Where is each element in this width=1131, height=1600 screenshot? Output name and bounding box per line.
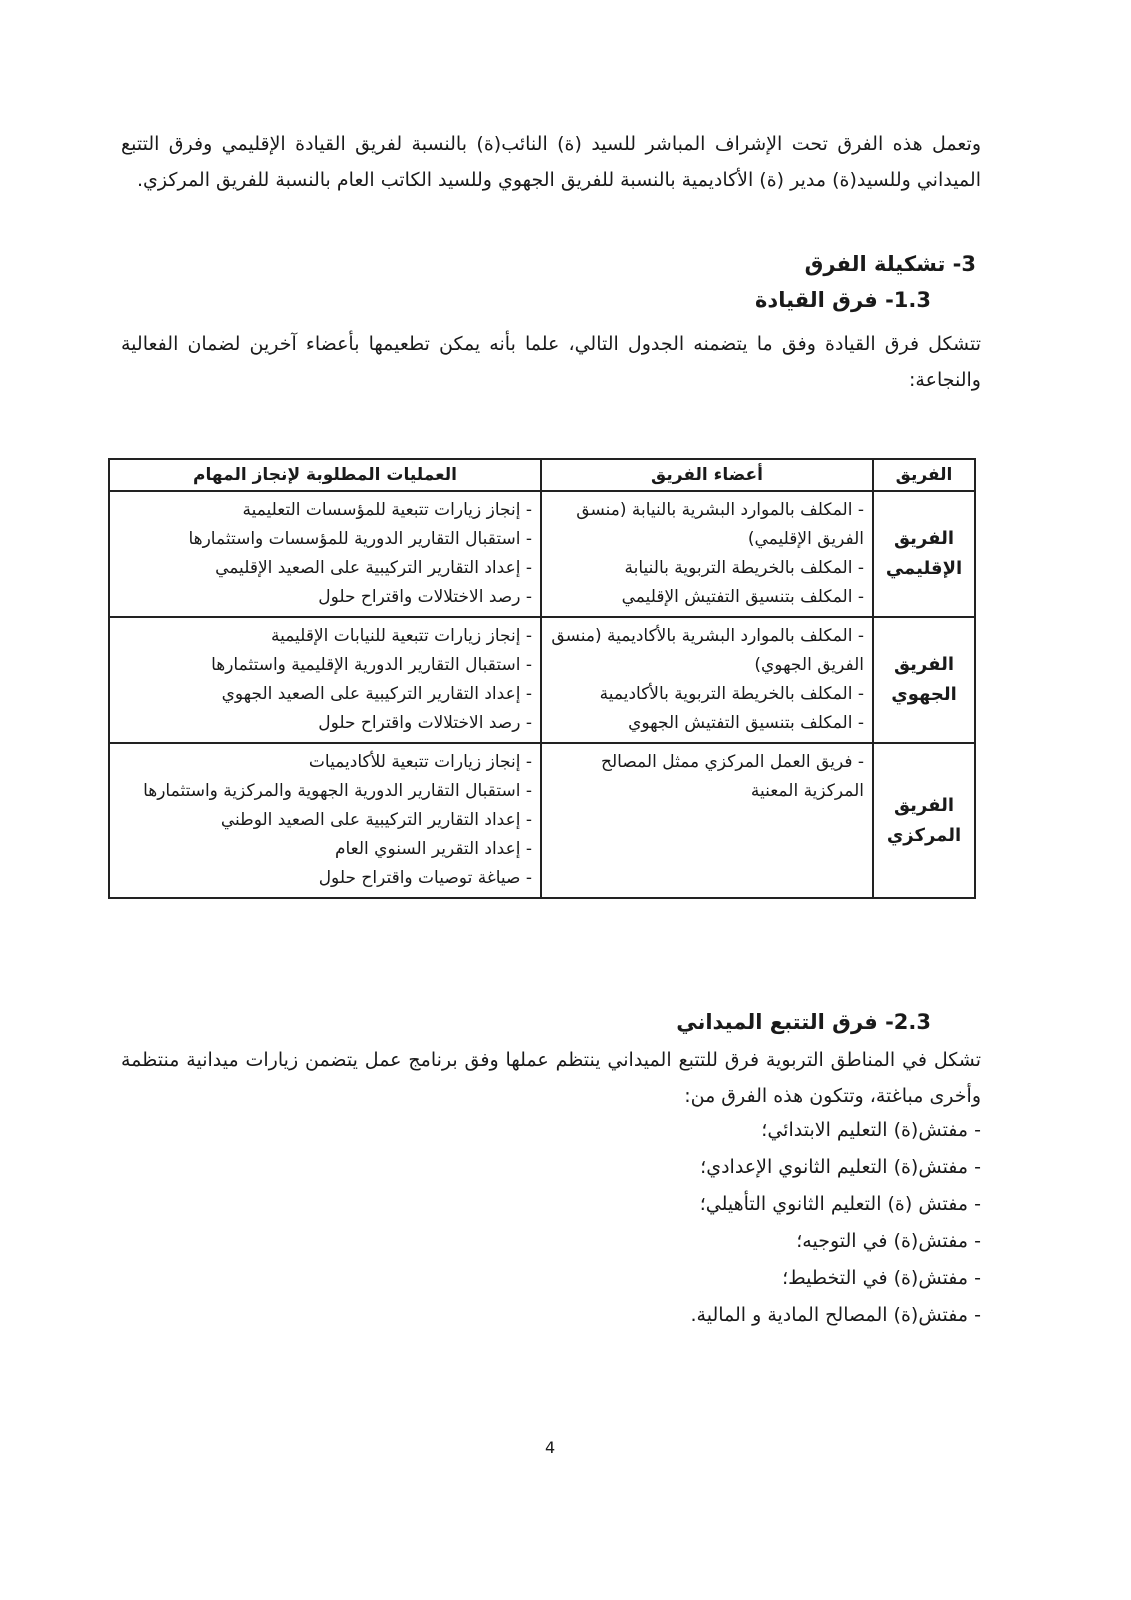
team-name-cell: الفريق المركزي	[873, 743, 975, 898]
section-3-heading: 3- تشكيلة الفرق	[804, 252, 976, 276]
member-item: - المكلف بالموارد البشرية بالأكاديمية (منسق الفريق الجهوي)	[551, 626, 864, 675]
subsection-2-3-heading: 2.3- فرق التتبع الميداني	[676, 1010, 931, 1034]
table-row	[109, 491, 975, 617]
header-team: الفريق	[873, 459, 975, 491]
member-item: - المكلف بالخريطة التربوية بالأكاديمية	[599, 684, 864, 704]
page-number: 4	[545, 1438, 556, 1457]
operation-item: - إعداد التقارير التركيبية على الصعيد الإقليمي	[215, 558, 532, 578]
list-item: - مفتش (ة) التعليم الثانوي التأهيلي؛	[690, 1186, 981, 1223]
list-item: - مفتش(ة) في التخطيط؛	[690, 1260, 981, 1297]
list-item: - مفتش(ة) التعليم الثانوي الإعدادي؛	[690, 1149, 981, 1186]
operation-item: - رصد الاختلالات واقتراح حلول	[318, 587, 532, 607]
member-item: - المكلف بتنسيق التفتيش الإقليمي	[621, 587, 864, 607]
table-header-row	[109, 459, 975, 491]
header-operations: العمليات المطلوبة لإنجاز المهام	[109, 459, 541, 491]
operation-item: - إعداد التقارير التركيبية على الصعيد الجهوي	[221, 684, 532, 704]
operation-item: - إنجاز زيارات تتبعية للمؤسسات التعليمية	[242, 500, 532, 520]
list-item: - مفتش(ة) في التوجيه؛	[690, 1223, 981, 1260]
subsection-1-3-heading: 1.3- فرق القيادة	[755, 288, 931, 312]
operation-item: - إنجاز زيارات تتبعية للأكاديميات	[308, 752, 532, 772]
subsection-1-3-text: تتشكل فرق القيادة وفق ما يتضمنه الجدول التالي، علما بأنه يمكن تطعيمها بأعضاء آخرين لضمان الفعالية والنجاعة:	[121, 333, 981, 391]
header-members: أعضاء الفريق	[541, 459, 873, 491]
operation-item: - استقبال التقارير الدورية للمؤسسات واستثمارها	[188, 529, 532, 549]
table-row	[109, 743, 975, 898]
subsection-2-3-text: تشكل في المناطق التربوية فرق للتتبع الميداني ينتظم عملها وفق برنامج عمل يتضمن زيارات ميدانية منتظمة وأخرى مباغتة، وتتكون هذه الفرق من:	[121, 1049, 981, 1107]
team-name-cell: الفريق الإقليمي	[873, 491, 975, 617]
member-item: - المكلف بالموارد البشرية بالنيابة (منسق الفريق الإقليمي)	[576, 500, 864, 549]
members-cell	[541, 743, 873, 898]
list-item: - مفتش(ة) المصالح المادية و المالية.	[690, 1297, 981, 1334]
operations-cell	[109, 743, 541, 898]
member-item: - فريق العمل المركزي ممثل المصالح المركزية المعنية	[600, 752, 864, 801]
operation-item: - صياغة توصيات واقتراح حلول	[318, 868, 532, 888]
operation-item: - إعداد التقارير التركيبية على الصعيد الوطني	[220, 810, 532, 830]
intro-paragraph: وتعمل هذه الفرق تحت الإشراف المباشر للسيد (ة) النائب(ة) بالنسبة لفريق القيادة الإقليمي وفرق التتبع الميداني وللسيد(ة) مدير (ة) الأكاديمية بالنسبة للفريق الجهوي وللسيد الكاتب العام بالنسبة للفريق المركزي.	[121, 133, 981, 191]
operation-item: - استقبال التقارير الدورية الجهوية والمركزية واستثمارها	[143, 781, 532, 801]
operation-item: - إنجاز زيارات تتبعية للنيابات الإقليمية	[270, 626, 532, 646]
operation-item: - استقبال التقارير الدورية الإقليمية واستثمارها	[211, 655, 532, 675]
operations-cell	[109, 491, 541, 617]
members-cell	[541, 617, 873, 743]
teams-table	[108, 458, 976, 899]
team-name-cell: الفريق الجهوي	[873, 617, 975, 743]
operations-cell	[109, 617, 541, 743]
table-row	[109, 617, 975, 743]
list-item: - مفتش(ة) التعليم الابتدائي؛	[690, 1112, 981, 1149]
member-item: - المكلف بالخريطة التربوية بالنيابة	[624, 558, 864, 578]
members-cell	[541, 491, 873, 617]
member-item: - المكلف بتنسيق التفتيش الجهوي	[628, 713, 864, 733]
operation-item: - رصد الاختلالات واقتراح حلول	[318, 713, 532, 733]
inspectors-list	[690, 1112, 981, 1334]
operation-item: - إعداد التقرير السنوي العام	[334, 839, 532, 859]
